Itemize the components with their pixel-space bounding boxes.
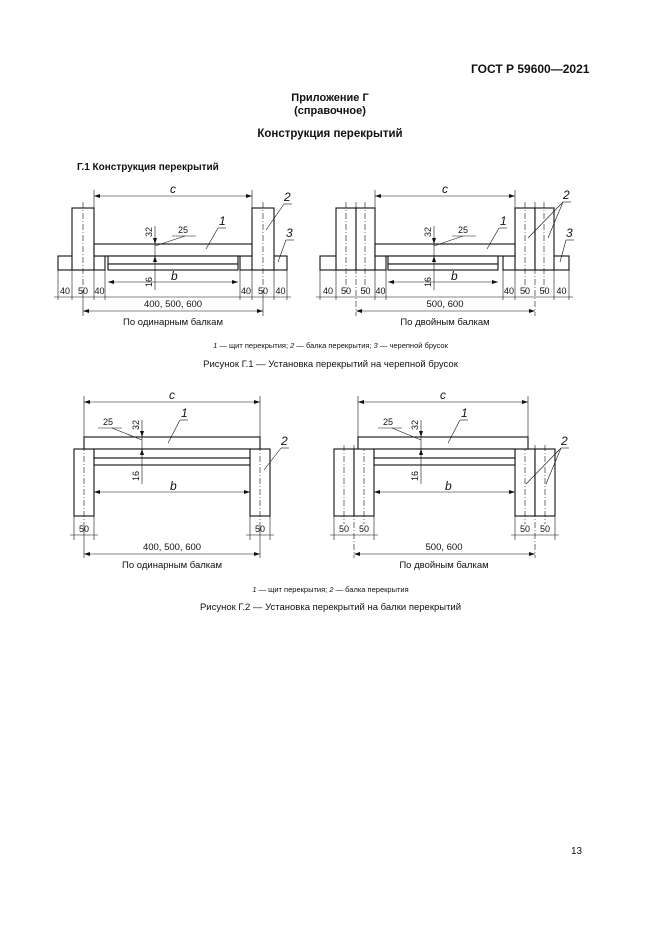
figure2-legend: 1 — щит перекрытия; 2 — балка перекрытия xyxy=(252,585,409,594)
fig2-left xyxy=(70,388,289,571)
callout-1: 1 xyxy=(219,214,226,228)
width-50: 50 xyxy=(257,286,269,296)
callout-1: 1 xyxy=(500,214,507,228)
appendix-title: Приложение Г xyxy=(291,92,369,104)
width-50: 50 xyxy=(360,286,371,296)
callout-2: 2 xyxy=(561,434,568,448)
width-50: 50 xyxy=(539,524,551,534)
width-40: 40 xyxy=(375,286,386,296)
dim-c: c xyxy=(440,388,446,402)
fig1-right xyxy=(316,182,574,328)
width-50: 50 xyxy=(78,524,90,534)
width-50: 50 xyxy=(338,524,350,534)
span-dimension: 400, 500, 600 xyxy=(143,299,203,310)
width-50: 50 xyxy=(519,286,531,296)
callout-3: 3 xyxy=(566,226,573,240)
appendix-subtitle: (справочное) xyxy=(294,105,366,117)
dim-c: c xyxy=(442,182,448,196)
width-50: 50 xyxy=(77,286,89,296)
span-dimension: 400, 500, 600 xyxy=(142,542,202,553)
width-50: 50 xyxy=(539,286,550,296)
figure1-caption: Рисунок Г.1 — Установка перекрытий на черепной брусок xyxy=(203,359,458,370)
figure2-caption: Рисунок Г.2 — Установка перекрытий на балки перекрытий xyxy=(199,602,462,613)
variant-caption: По одинарным балкам xyxy=(122,560,222,571)
width-40: 40 xyxy=(503,286,515,296)
dim-16: 16 xyxy=(410,470,420,481)
width-50: 50 xyxy=(519,524,531,534)
variant-caption: По двойным балкам xyxy=(400,317,490,328)
callout-2: 2 xyxy=(284,190,291,204)
dim-25: 25 xyxy=(382,417,394,427)
dim-32: 32 xyxy=(423,226,433,237)
fig1-left xyxy=(54,182,294,328)
dim-b: b xyxy=(445,479,452,493)
width-40: 40 xyxy=(59,286,71,296)
callout-1: 1 xyxy=(181,406,188,420)
width-50: 50 xyxy=(358,524,370,534)
dim-25: 25 xyxy=(177,225,189,235)
figure1-legend: 1 — щит перекрытия; 2 — балка перекрытия; 3 — черепной брусок xyxy=(213,341,448,350)
dim-32: 32 xyxy=(144,226,154,237)
dim-16: 16 xyxy=(144,276,154,287)
dim-16: 16 xyxy=(131,470,141,481)
subsection-title: Г.1 Конструкция перекрытий xyxy=(77,162,219,173)
width-40: 40 xyxy=(94,286,105,296)
callout-2: 2 xyxy=(281,434,288,448)
standard-designation: ГОСТ Р 59600—2021 xyxy=(471,62,590,76)
variant-caption: По двойным балкам xyxy=(399,560,489,571)
span-dimension: 500, 600 xyxy=(426,299,464,310)
callout-1: 1 xyxy=(461,406,468,420)
width-40: 40 xyxy=(556,286,567,296)
width-40: 40 xyxy=(275,286,286,296)
section-title: Конструкция перекрытий xyxy=(257,128,403,140)
width-40: 40 xyxy=(240,286,252,296)
dim-32: 32 xyxy=(410,419,420,430)
span-dimension: 500, 600 xyxy=(425,542,463,553)
dim-32: 32 xyxy=(131,419,141,430)
dim-25: 25 xyxy=(457,225,469,235)
dim-c: c xyxy=(170,182,176,196)
dim-b: b xyxy=(170,479,177,493)
width-40: 40 xyxy=(322,286,334,296)
callout-3: 3 xyxy=(286,226,293,240)
dim-b: b xyxy=(451,269,458,283)
width-50: 50 xyxy=(254,524,266,534)
variant-caption: По одинарным балкам xyxy=(123,317,223,328)
width-50: 50 xyxy=(340,286,352,296)
dim-b: b xyxy=(171,269,178,283)
page-number: 13 xyxy=(571,846,583,857)
dim-16: 16 xyxy=(423,276,433,287)
dim-25: 25 xyxy=(102,417,114,427)
callout-2: 2 xyxy=(563,188,570,202)
dim-c: c xyxy=(169,388,175,402)
fig2-right xyxy=(330,388,569,571)
